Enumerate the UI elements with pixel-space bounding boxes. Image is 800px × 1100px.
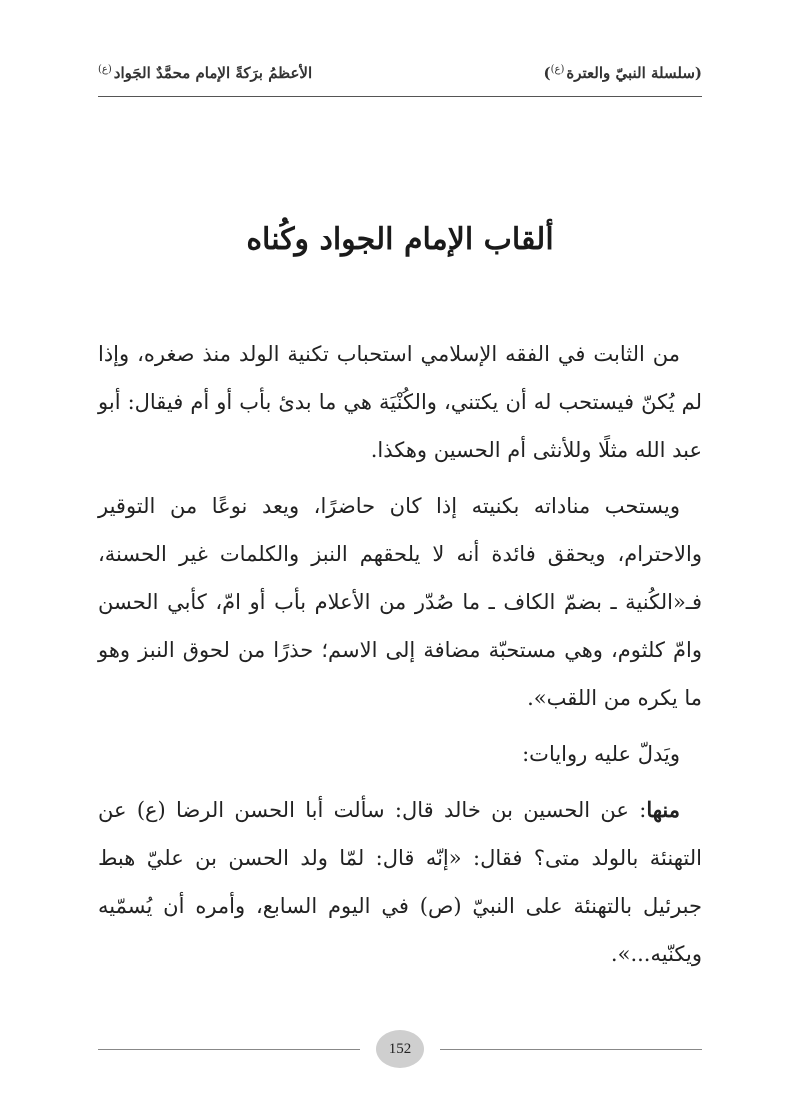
paragraph-4-lead: منها	[646, 797, 680, 822]
footer-rule-right	[440, 1049, 702, 1050]
book-title-text: الأعظمُ برَكةً الإمام محمَّدٌ الجَواد	[113, 64, 313, 82]
footer-rule-left	[98, 1049, 360, 1050]
paragraph-1: من الثابت في الفقه الإسلامي استحباب تكنية الولد منذ صغره، وإذا لم يُكنّ فيستحب له أن يكتني، والكُنْيَة هي ما بدئ بأب أو أم فيقال: أبو عبد الله مثلًا وللأنثى أم الحسين وهكذا.	[98, 342, 702, 462]
series-honorific: (ع)	[550, 64, 565, 75]
running-header	[98, 58, 702, 88]
chapter-title: ألقاب الإمام الجواد وكُناه	[246, 222, 554, 257]
book-honorific: (ع)	[98, 64, 112, 75]
series-title-text: (سلسلة النبيّ والعترة	[566, 64, 702, 82]
header-divider	[98, 96, 702, 97]
body-text	[98, 330, 702, 986]
paragraph-3: ويَدلّ عليه روايات:	[522, 742, 680, 766]
paragraph-4	[98, 786, 702, 978]
page-number: 152	[376, 1030, 424, 1068]
paragraph-4-rest: : عن الحسين بن خالد قال: سألت أبا الحسن الرضا (ع) عن التهنئة بالولد متى؟ فقال: «إنّه قال: لمّا ولد الحسن بن عليّ هبط جبرئيل بالتهنئة على النبيّ (ص) في اليوم السابع، وأمره أن يُسمّيه ويكنّيه...».	[98, 798, 702, 966]
paragraph-2: ويستحب مناداته بكنيته إذا كان حاضرًا، ويعد نوعًا من التوقير والاحترام، ويحقق فائدة أنه لا يلحقهم النبز والكلمات غير الحسنة، فـ«الكُنية ـ بضمّ الكاف ـ ما صُدّر من الأعلام بأب أو امّ، كأبي الحسن وامّ كلثوم، وهي مستحبّة مضافة إلى الاسم؛ حذرًا من لحوق النبز وهو ما يكره من اللقب».	[98, 494, 702, 710]
book-title	[98, 64, 312, 82]
series-title: (سلسلة النبيّ والعترة$^{(ع)}$)	[543, 64, 702, 82]
